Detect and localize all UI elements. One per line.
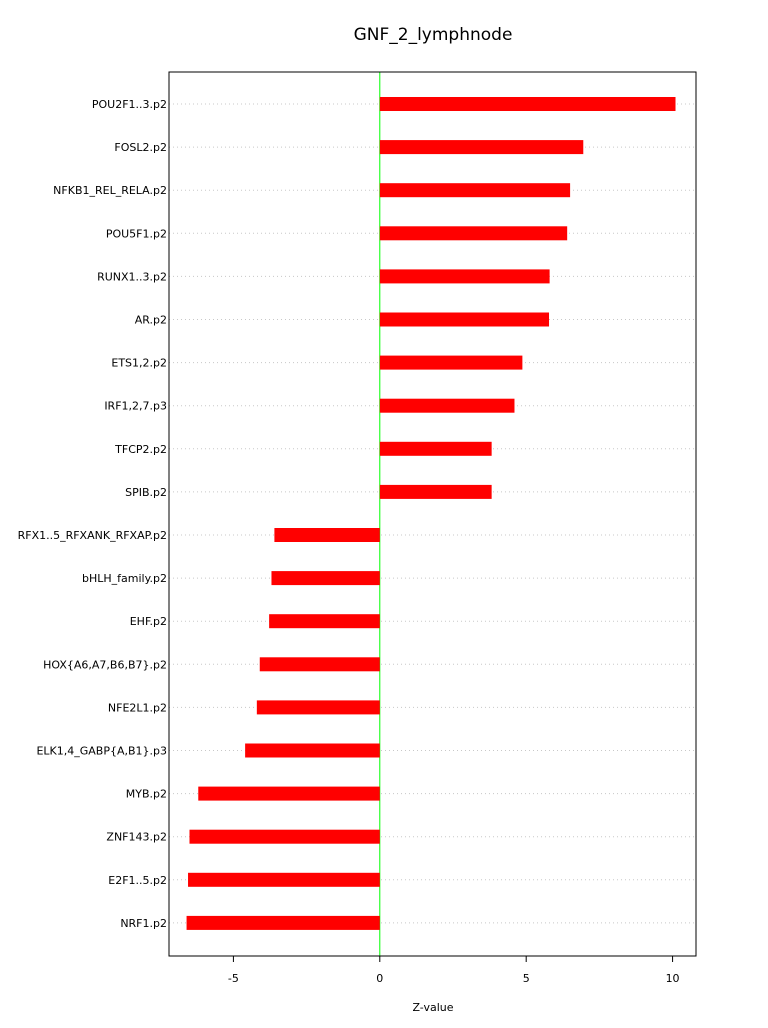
chart-title: GNF_2_lymphnode bbox=[353, 25, 513, 45]
bar bbox=[380, 140, 583, 154]
category-label: AR.p2 bbox=[134, 313, 167, 327]
bar bbox=[380, 356, 523, 370]
category-label: IRF1,2,7.p3 bbox=[104, 399, 167, 413]
bar bbox=[380, 399, 515, 413]
bar bbox=[380, 226, 567, 240]
bar bbox=[380, 442, 492, 456]
category-label: POU5F1.p2 bbox=[105, 227, 167, 241]
category-label: ETS1,2.p2 bbox=[111, 356, 167, 370]
bar bbox=[245, 744, 380, 758]
bar bbox=[188, 873, 380, 887]
category-label: MYB.p2 bbox=[125, 787, 167, 801]
bars bbox=[187, 97, 676, 930]
category-label: HOX{A6,A7,B6,B7}.p2 bbox=[43, 658, 167, 672]
x-axis-label: Z-value bbox=[412, 1001, 454, 1014]
category-labels bbox=[18, 98, 167, 930]
x-axis bbox=[228, 956, 680, 985]
x-tick-label: -5 bbox=[227, 972, 239, 985]
bar bbox=[189, 830, 379, 844]
category-label: SPIB.p2 bbox=[125, 485, 167, 499]
category-label: EHF.p2 bbox=[129, 615, 167, 629]
category-label: RUNX1..3.p2 bbox=[97, 270, 167, 284]
bar bbox=[269, 614, 380, 628]
category-label: NFKB1_REL_RELA.p2 bbox=[53, 184, 167, 198]
bar bbox=[257, 700, 380, 714]
bar bbox=[271, 571, 379, 585]
bar bbox=[380, 183, 570, 197]
category-label: bHLH_family.p2 bbox=[81, 572, 167, 586]
category-label: FOSL2.p2 bbox=[114, 141, 167, 155]
x-tick-label: 10 bbox=[665, 972, 680, 985]
category-label: RFX1..5_RFXANK_RFXAP.p2 bbox=[17, 529, 167, 542]
category-label: NFE2L1.p2 bbox=[107, 701, 167, 715]
bar bbox=[260, 657, 380, 671]
plot-frame bbox=[169, 72, 696, 956]
bar bbox=[380, 313, 549, 327]
category-label: POU2F1..3.p2 bbox=[91, 98, 167, 111]
x-tick-label: 0 bbox=[376, 972, 384, 985]
category-label: NRF1.p2 bbox=[120, 916, 167, 930]
bar bbox=[274, 528, 379, 542]
bar bbox=[198, 787, 380, 801]
category-label: ZNF143.p2 bbox=[106, 830, 167, 844]
bar bbox=[380, 269, 550, 283]
bar bbox=[187, 916, 380, 930]
category-label: E2F1..5.p2 bbox=[108, 873, 167, 887]
x-tick-label: 5 bbox=[522, 972, 530, 985]
category-label: ELK1,4_GABP{A,B1}.p3 bbox=[36, 744, 167, 758]
bar bbox=[380, 97, 676, 111]
category-label: TFCP2.p2 bbox=[115, 442, 167, 456]
bar bbox=[380, 485, 492, 499]
